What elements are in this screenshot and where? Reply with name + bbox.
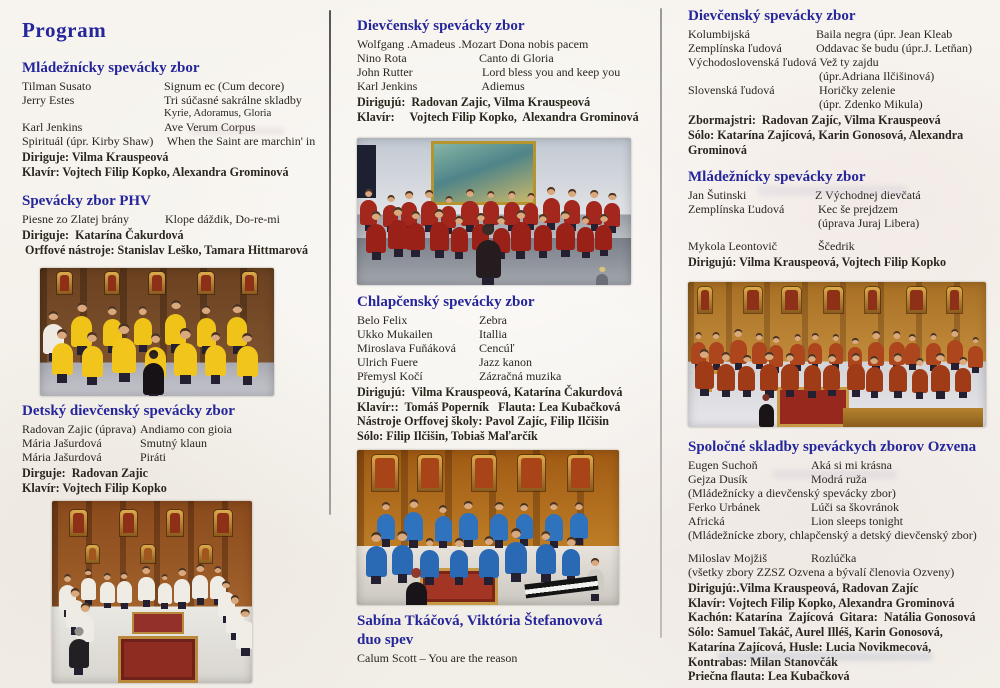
section-heading: Chlapčenský spevácky zbor [357,293,535,310]
iconostasis-icon [167,510,183,536]
composer-name: Ukko Mukailen [357,326,433,341]
choir-figure [760,352,778,398]
iconostasis-icon [198,272,214,294]
piece-title: Ave Verum Corpus [164,120,256,135]
piece-title: When the Saint are marchin' in [164,134,316,149]
program-row [688,55,990,69]
choir-figure [236,609,252,656]
program-row [357,51,649,65]
credit-line: Kontrabas: Milan Stanovčák [688,654,838,669]
composer-name: Přemysl Kočí [357,368,423,383]
program-row [357,65,649,79]
composer-name: Eugen Suchoň [688,457,758,472]
iconostasis-icon [105,272,119,294]
choir-figure [562,537,580,583]
credit-line: Priečna flauta: Lea Kubačková [688,669,850,684]
piece-title: Lion sleeps tonight [811,513,903,528]
composer-name: Mária Jašurdová [22,436,102,451]
program-row [357,313,649,327]
choir-figure [388,207,408,257]
program-row [688,41,990,55]
program-row [22,134,328,148]
page-bleed-artifact [190,127,285,135]
iconostasis-icon [907,287,926,313]
page-bleed-artifact [772,470,897,479]
credit-line: Orffové nástroje: Stanislav Leško, Tamara Hittmarová [22,242,309,257]
program-row [357,79,649,93]
ensemble-note: (Mládežnícky a dievčenský spevácky zbor) [688,485,896,500]
piece-title: Klope dáždik, Do-re-mi [165,211,280,226]
panel-left [22,14,328,683]
iconostasis-icon [947,287,961,313]
credits-block [22,466,328,496]
composer-name: Slovenská ľudová [688,83,775,98]
choir-figure [536,531,556,582]
credit-line: Sólo: Katarína Zajícová, Karin Gonosová, Alexandra Grominová [688,128,967,157]
ensemble-note: (všetky zbory ZZSZ Ozvena a bývalí členovia Ozveny) [688,564,955,579]
credit-line: Sólo: Samuel Takáč, Aurel Illéš, Karin Gonosová, [688,625,943,640]
credit-line: Klavír:: Tomáš Poperník Flauta: Lea Kubačková [357,399,621,414]
choir-figure [804,354,821,397]
credit-line: Dirigujú: Vilma Krauspeová, Vojtech Filip Kopko [688,254,947,269]
program-row [22,93,328,107]
program-row [688,514,990,528]
credit-line: Katarína Zajícová, Husle: Lucia Novikmecová, [688,639,932,654]
iconostasis-icon [199,545,212,563]
choir-figure [823,354,840,396]
piece-title: Dona nobis pacem [496,37,589,52]
section-heading: Spoločné skladby speváckych zborov Ozvena [688,438,977,455]
choir-figure [112,323,136,382]
ensemble-note: Calum Scott – You are the reason [357,651,518,666]
piece-title: Aká si mi krásna [811,457,892,472]
piece-title: Baila negra (úpr. Jean Kleab [816,27,953,42]
section-heading: Detský dievčenský spevácky zbor [22,403,235,420]
iconostasis-icon [149,272,165,294]
piece-title: Zázračná muzika [479,368,562,383]
composer-name: John Rutter [357,65,413,80]
piece-title: (úpr. Zdenko Mikula) [816,97,923,112]
ensemble-note: (Mládežnícke zbory, chlapčenský a detský dievčenský zbor) [688,527,977,542]
program-row [22,107,328,120]
program-row [688,239,990,253]
piece-title: Horičky zelenie [816,83,896,98]
program-row [22,79,328,93]
composer-name [688,69,816,83]
choir-figure [174,328,196,384]
piece-title: Kyrie, Adoramus, Gloria [164,107,272,120]
credit-line: Dirigujú: Vilma Krauspeová, Katarína Čakurdová [357,384,623,399]
choir-photo-red-cape-choir [357,138,631,285]
credits-block [688,255,990,270]
section-heading: Mládežnícky spevácky zbor [688,168,866,185]
choir-figure [931,353,949,399]
composer-name: Tilman Susato [22,79,92,94]
choir-figure [451,216,468,259]
composer-name: Gejza Dusík [688,471,748,486]
composer-name: Spirituál (úpr. Kirby Shaw) [22,134,154,149]
program-row [688,97,990,111]
choir-figure [205,332,226,384]
composer-name: Africká [688,513,725,528]
iconostasis-icon [372,455,398,491]
section-heading: Dievčenský spevácky zbor [688,8,856,24]
credit-line: Zbormajstri: Radovan Zajíc, Vilma Krauspeová [688,113,941,128]
credit-line: Dirguje: Radovan Zajic [22,466,148,481]
iconostasis-icon [782,287,801,313]
composer-name: Ulrich Fuere [357,354,418,369]
red-carpet [132,612,184,634]
section-heading: Spevácky zbor PHV [22,192,151,209]
choir-figure [505,528,527,582]
program-section [357,613,649,665]
choir-figure [479,536,499,585]
piece-title: Kec še prejdzem [815,201,898,216]
credit-line: Klavír: Vojtech Filip Kopko, Alexandra Grominová [357,109,639,124]
piece-title: Canto di Gloria [479,51,554,66]
choir-figure [695,349,714,396]
iconostasis-icon [518,455,545,491]
choir-figure [866,356,883,398]
page-bleed-artifact [718,652,933,661]
fold-line-right [660,8,662,638]
piece-title: Ščedrik [815,238,855,253]
piece-title: Cencúľ [479,340,515,355]
credit-line: Dirigujú: Radovan Zajic, Vilma Krauspeová [357,95,591,110]
single-figure [69,627,89,676]
credits-block [357,95,649,125]
credit-line: Dirigujú:.Vilma Krauspeová, Radovan Zajíc [688,580,919,595]
composer-name: Ferko Urbánek [688,499,761,514]
choir-figure [237,333,258,385]
single-figure [596,267,608,285]
program-row [357,327,649,341]
iconostasis-icon [568,455,593,491]
program-row [688,216,990,230]
piece-title: Adiemus [479,79,525,94]
composer-name: Zemplínska Ľudová [688,201,785,216]
credit-line: Sólo: Filip Ilčišin, Tobiaš Maľarčík [357,429,538,444]
composer-name: Jan Šutinski [688,187,747,202]
section-heading: Sabína Tkáčová, Viktória Štefanovová [357,612,603,629]
section-heading-line2: duo spev [357,632,414,649]
piece-title: Lord bless you and keep you [479,65,621,80]
program-row [688,500,990,514]
composer-name: Miloslav Mojžiš [688,550,768,565]
choir-photo-rust-choir [688,282,986,427]
credit-line: Klavír: Vojtech Filip Kopko, Alexandra Grominová [22,164,289,179]
composer-name: Jerry Estes [22,93,75,108]
choir-figure [366,211,386,260]
program-row [22,422,328,436]
piece-title: Smutný klaun [140,436,208,451]
iconostasis-icon [214,510,232,536]
piece-title: Lúči sa škovránok [811,499,899,514]
choir-figure [889,353,907,398]
program-row [22,212,328,226]
choir-figure [450,538,469,584]
panel-right [688,8,990,684]
choir-figure [82,332,103,385]
choir-photo-white-choir [52,501,252,683]
choir-figure [192,564,208,604]
program-section [357,18,649,285]
program-row [688,27,990,41]
choir-figure [52,329,73,382]
composer-name: Mária Jašurdová [22,450,102,465]
choir-figure [158,574,172,609]
choir-figure [511,210,531,259]
choir-figure [955,357,971,398]
iconostasis-icon [141,545,155,563]
composer-name: Miroslava Fuňáková [357,340,456,355]
choir-figure [366,532,387,584]
piece-title: Rozlúčka [811,550,857,565]
credits-block [357,385,649,444]
credits-block [688,113,990,157]
choir-figure [138,566,154,607]
piece-title: Zebra [479,312,507,327]
choir-figure [174,568,190,608]
program-row [22,450,328,464]
choir-figure [534,214,552,258]
choir-figure [577,216,594,258]
credit-line: Nástroje Orffovej školy: Pavol Zajíc, Filip Ilčišin [357,414,610,429]
composer-name: Belo Felix [357,312,408,327]
composer-name: Mykola Leontovič [688,238,777,253]
program-row [357,37,649,51]
section-heading: Mládežnícky spevácky zbor [22,60,200,76]
piece-title: (úprava Juraj Libera) [815,215,920,230]
fold-line-left [329,10,331,515]
credit-line: Kachón: Katarína Zajícová Gitara: Natália Gonosová [688,610,976,625]
iconostasis-icon [698,287,713,313]
credit-line: Klavír: Vojtech Filip Kopko [22,481,167,496]
piece-title: Jazz kanon [479,354,532,369]
composer-name: Nino Rota [357,51,407,66]
iconostasis-icon [57,272,71,294]
choir-figure [117,572,132,609]
program-section [688,8,990,158]
composer-name: Východoslovenská ľudová [688,55,817,70]
choir-figure [430,209,450,258]
choir-figure [847,353,865,397]
program-row [688,551,990,565]
credit-line: Diriguje: Katarína Čakurdová [22,227,184,242]
piece-title: Itallia [479,326,507,341]
composer-name [22,107,164,120]
iconostasis-icon [242,272,258,294]
panel-middle [357,18,649,665]
choir-figure [717,352,735,397]
choir-figure [406,211,425,258]
piece-title: Tri súčasné sakrálne skladby [164,93,302,108]
program-row [357,341,649,355]
red-carpet [118,636,198,683]
choir-figure [595,214,612,256]
program-section [22,403,328,683]
iconostasis-icon [472,455,496,491]
composer-name: Wolfgang .Amadeus .Mozart [357,37,496,52]
credits-block [22,150,328,180]
choir-figure [556,211,575,257]
piece-title: Piráti [140,450,166,465]
program-section [688,169,990,427]
piece-title: (úpr.Adriana Ilčišinová) [816,69,935,84]
composer-name: Zemplínska ľudová [688,41,782,56]
composer-name: Karl Jenkins [22,120,83,135]
page-title: Program [22,18,107,42]
choir-figure [100,573,114,608]
credit-line: Klavír: Vojtech Filip Kopko, Alexandra Grominová [688,595,955,610]
single-figure [759,394,775,427]
credits-block [22,228,328,258]
piece-title: Oddavac še budu (úpr.J. Letňan) [816,41,972,56]
iconostasis-icon [865,287,880,313]
program-row [357,355,649,369]
program-row [22,436,328,450]
program-row [688,69,990,83]
single-figure [406,568,427,605]
composer-name [688,216,815,230]
iconostasis-icon [70,510,87,536]
piece-title: Signum ec (Cum decore) [164,79,285,94]
choir-figure [738,355,755,397]
credits-block [688,581,990,684]
program-section [357,294,649,605]
single-figure [143,350,164,397]
piece-title: Modrá ruža [811,471,867,486]
program-row [688,83,990,97]
iconostasis-icon [418,455,442,491]
piece-title: Z Východnej dievčatá [815,187,921,202]
composer-name: Karl Jenkins [357,79,418,94]
section-heading: Dievčenský spevácky zbor [357,18,525,34]
credit-line: Diriguje: Vilma Krauspeová [22,150,169,165]
iconostasis-icon [744,287,762,313]
composer-name [688,97,816,111]
iconostasis-icon [120,510,137,536]
composer-name: Piesne zo Zlatej brány [22,211,129,226]
program-row [688,202,990,216]
iconostasis-icon [824,287,843,313]
program-section [22,60,328,180]
composer-name: Kolumbijská [688,27,750,42]
piece-title: Andiamo con gioia [140,422,232,437]
choir-photo-yellow-choir [40,268,274,396]
page-bleed-artifact [758,186,908,196]
choir-figure [912,358,928,399]
composer-name: Radovan Zajic (úprava) [22,422,136,437]
choir-photo-blue-choir [357,450,619,605]
piece-title: Vež ty zajdu [816,55,879,70]
iconostasis-icon [86,545,99,563]
program-section [22,193,328,397]
program-row [357,369,649,383]
church-pew [843,408,983,427]
single-figure [476,224,501,285]
choir-figure [781,353,799,397]
